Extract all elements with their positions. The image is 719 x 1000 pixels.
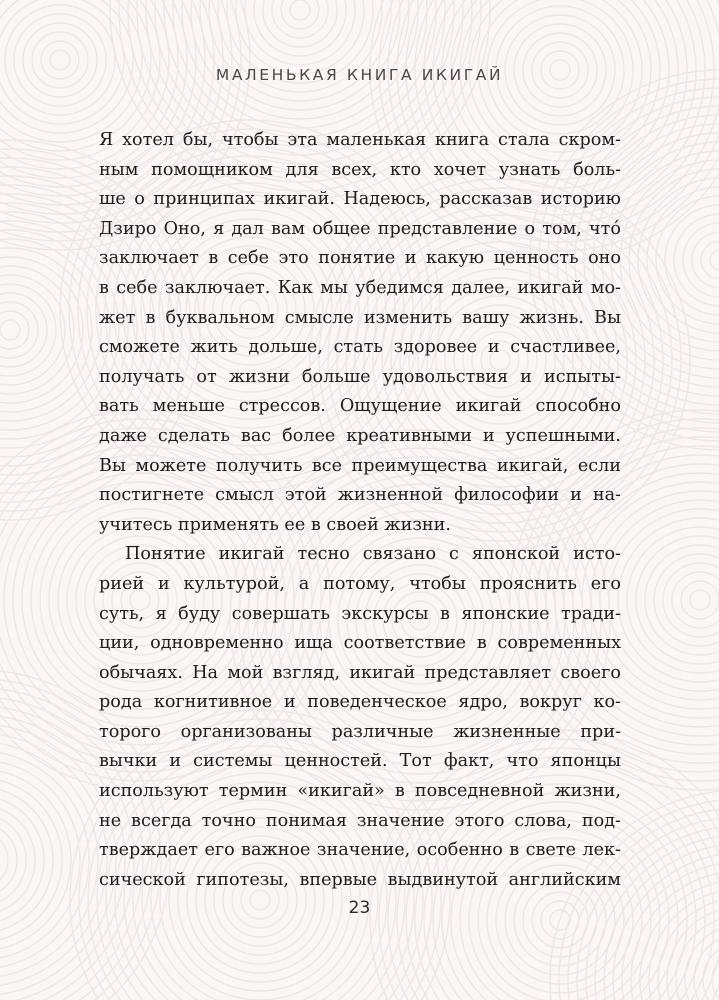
text-line: обычаях. На мой взгляд, икигай представляет своего [99,662,621,683]
text-line: вычки и системы ценностей. Тот факт, что японцы [99,751,621,772]
decorative-circle [681,581,719,619]
text-line: используют термин «икигай» в повседневной жизни, [99,781,621,802]
decorative-circle [263,0,337,47]
decorative-circle [654,554,719,646]
text-line: не всегда точно понимая значение этого слова, под- [99,810,621,831]
running-header: МАЛЕНЬКАЯ КНИГА ИКИГАЙ [215,66,504,84]
decorative-circle [0,832,8,888]
text-line: учитесь применять ее в своей жизни. [99,514,451,535]
text-line: в себе заключает. Как мы убедимся далее, икигай мо- [99,277,621,298]
decorative-circle [636,536,719,664]
text-line: Вы можете получить все преимущества икигай, если [99,455,621,476]
decorative-circle [0,248,92,412]
decorative-circle [290,0,310,20]
text-line: жет в буквальном смысле изменить вашу жизнь. Вы [99,307,621,328]
decorative-circle [14,14,106,106]
text-line: ции, одновременно ища соответствие в современных [99,633,621,654]
paragraph-2 [99,540,621,895]
text-line: сможете жить дольше, стать здоровее и счастливее, [99,337,621,358]
decorative-circle [0,760,80,960]
decorative-circle [674,214,719,306]
decorative-circle [627,527,719,673]
text-line: тверждает его важное значение, особенно в свете лек- [99,840,621,861]
decorative-circle [236,0,364,74]
text-line: заключает в себе это понятие и какую ценность оно [99,248,621,269]
decorative-circle [692,232,719,288]
decorative-circle [0,311,29,349]
text-line: постигнете смысл этой жизненной философии и на- [99,485,621,506]
decorative-circle [690,590,710,610]
text-line: Дзиро Оно, я дал вам общее представление о том, что́ [99,218,621,239]
text-line: сической гипотезы, впервые выдвинутой английским [99,869,621,890]
decorative-circle [5,5,115,115]
decorative-circle [281,0,319,29]
decorative-circle [672,572,719,628]
decorative-circle [631,871,719,1000]
decorative-circle [0,293,47,367]
decorative-circle [272,0,328,38]
decorative-circle [0,302,38,358]
decorative-circle [0,266,74,394]
text-line: ным помощником для всех, кто хочет узнать боль- [99,159,621,180]
decorative-circle [0,814,26,906]
decorative-circle [710,250,719,270]
text-line: рода когнитивное и поведенческое ядро, вокруг ко- [99,692,621,713]
decorative-circle [245,0,355,65]
body-text [99,126,621,895]
text-line: суть, я буду совершать экскурсы в японские тради- [99,603,621,624]
decorative-circle [0,275,65,385]
decorative-circle [645,545,719,655]
text-line: ше о принципах икигай. Надеюсь, рассказав историю [99,189,621,210]
page-number: 23 [348,898,371,918]
decorative-circle [667,907,719,1000]
text-line: рией и культурой, а потому, чтобы прояснить его [99,573,621,594]
text-line: Я хотел бы, чтобы эта маленькая книга стала скром- [99,130,621,150]
paragraph-1 [99,126,621,540]
decorative-circle [618,518,719,682]
text-line: вать меньше стрессов. Ощущение икигай способно [99,396,621,417]
decorative-circle [23,23,97,97]
text-line: торого организованы различные жизненные при- [99,721,621,742]
text-line: даже сделать вас более креативными и успешными. [99,425,621,446]
text-line: получать от жизни больше удовольствия и испыты- [99,366,621,387]
text-line: Понятие икигай тесно связано с японской исто- [125,544,621,565]
decorative-circle [0,320,20,340]
